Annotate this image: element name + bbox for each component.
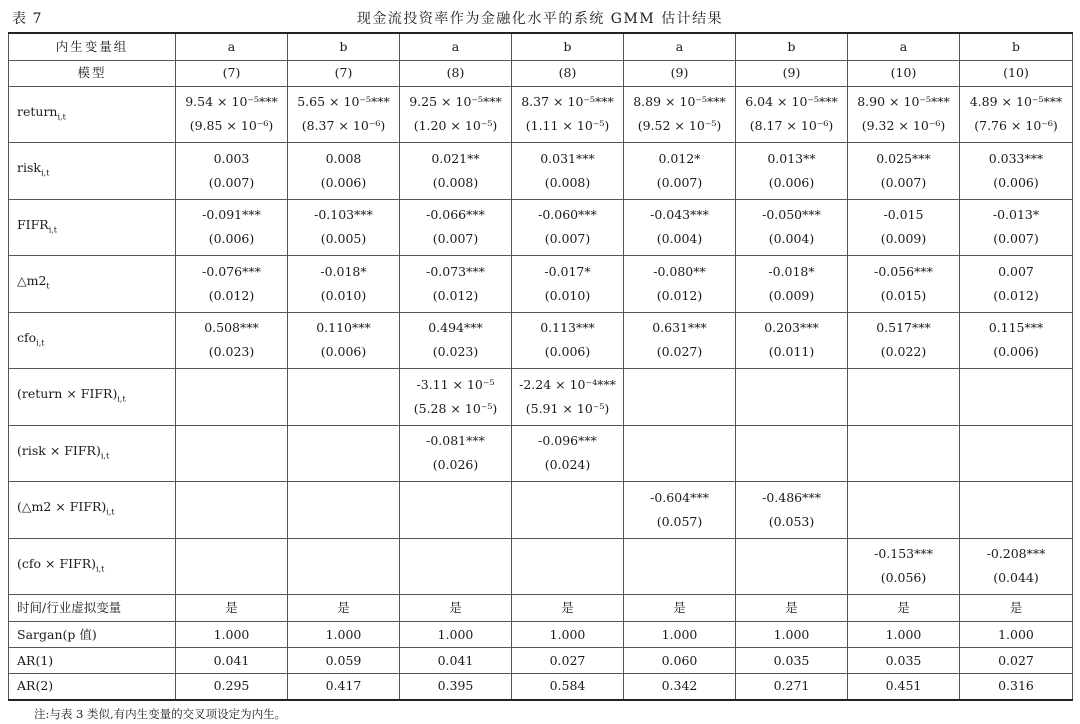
- variable-subscript: t: [46, 281, 50, 291]
- standard-error: (0.023): [432, 344, 479, 360]
- statistic-value: 0.271: [736, 674, 848, 700]
- standard-error: (0.007): [432, 231, 479, 247]
- estimate-cell: [624, 312, 736, 369]
- coefficient: -0.208***: [986, 546, 1046, 562]
- coefficient: 0.007: [998, 263, 1034, 279]
- estimate-cell: [288, 369, 400, 426]
- variable-name: risk: [17, 160, 41, 175]
- standard-error: (0.024): [544, 457, 591, 473]
- estimate-cell: [512, 312, 624, 369]
- estimate-cell: [176, 312, 288, 369]
- estimate-cell: [176, 143, 288, 200]
- estimate-cell: [288, 538, 400, 595]
- coefficient: -0.018*: [320, 263, 367, 279]
- standard-error: (0.006): [320, 344, 367, 360]
- coefficient: -0.018*: [768, 263, 815, 279]
- variable-subscript: i,t: [36, 338, 45, 347]
- header-model-row: [9, 60, 1073, 86]
- estimate-cell: [960, 86, 1073, 143]
- coefficient: -0.066***: [426, 207, 485, 223]
- estimate-cell: [512, 538, 624, 595]
- variable-label: [9, 199, 176, 256]
- coefficient: 9.25 × 10⁻⁵***: [409, 94, 502, 110]
- standard-error: (0.012): [432, 287, 479, 303]
- variable-label: [9, 482, 176, 539]
- coefficient: 0.110***: [316, 320, 371, 336]
- standard-error: (0.012): [208, 287, 255, 303]
- estimate-cell: [288, 312, 400, 369]
- estimate-cell: [624, 482, 736, 539]
- estimate-cell: [400, 538, 512, 595]
- standard-error: (0.010): [544, 287, 591, 303]
- standard-error: (0.006): [208, 231, 255, 247]
- coefficient: -0.017*: [544, 263, 591, 279]
- standard-error: (8.37 × 10⁻⁶): [301, 118, 386, 134]
- variable-name: return: [17, 103, 58, 119]
- standard-error: (0.023): [208, 344, 255, 360]
- variable-subscript: i,t: [40, 168, 50, 178]
- statistic-label: AR(2): [9, 674, 176, 700]
- standard-error: (0.007): [993, 231, 1039, 247]
- estimate-cell: [624, 256, 736, 313]
- group-cell: a: [176, 33, 288, 60]
- estimate-cell: [736, 256, 848, 313]
- variable-name: (cfo × FIFR): [17, 555, 97, 571]
- variable-row: [9, 538, 1073, 595]
- regression-table: [8, 32, 1073, 701]
- statistic-value: 1.000: [400, 622, 512, 648]
- statistic-value: 1.000: [624, 622, 736, 648]
- variable-label: [9, 538, 176, 595]
- estimate-cell: [960, 312, 1073, 369]
- variable-row: [9, 86, 1073, 143]
- variable-subscript: i,t: [96, 564, 105, 573]
- coefficient: -2.24 × 10⁻⁴***: [519, 376, 616, 392]
- variable-row: [9, 199, 1073, 256]
- model-cell: (10): [960, 60, 1073, 86]
- group-cell: a: [624, 33, 736, 60]
- coefficient: -0.073***: [426, 263, 485, 279]
- statistic-value: 0.027: [512, 648, 624, 674]
- coefficient: -0.091***: [202, 207, 261, 223]
- standard-error: (0.009): [768, 287, 815, 303]
- estimate-cell: [288, 482, 400, 539]
- statistic-value: 1.000: [960, 622, 1073, 648]
- statistic-row: [9, 674, 1073, 700]
- table-label: 表 7: [12, 11, 43, 27]
- variable-subscript: i,t: [117, 394, 126, 404]
- variable-name: △m2: [17, 273, 47, 288]
- estimate-cell: [960, 482, 1073, 539]
- standard-error: (0.057): [656, 513, 703, 529]
- variable-label: [9, 86, 176, 143]
- coefficient: 8.89 × 10⁻⁵***: [633, 94, 726, 110]
- standard-error: (0.004): [768, 231, 815, 247]
- estimate-cell: [512, 425, 624, 482]
- estimate-cell: [512, 256, 624, 313]
- estimate-cell: [624, 425, 736, 482]
- estimate-cell: [960, 199, 1073, 256]
- estimate-cell: [400, 86, 512, 143]
- variable-row: [9, 143, 1073, 200]
- statistic-value: 0.027: [960, 648, 1073, 674]
- variable-subscript: i,t: [57, 112, 66, 121]
- coefficient: 8.90 × 10⁻⁵***: [857, 94, 950, 110]
- estimate-cell: [848, 538, 960, 595]
- coefficient: 0.631***: [652, 320, 707, 336]
- statistic-value: 0.451: [848, 674, 960, 700]
- standard-error: (0.008): [432, 174, 479, 190]
- estimate-cell: [176, 256, 288, 313]
- variable-row: [9, 312, 1073, 369]
- variable-row: [9, 482, 1073, 539]
- statistic-value: 0.035: [848, 648, 960, 674]
- estimate-cell: [288, 425, 400, 482]
- statistic-value: 0.395: [400, 674, 512, 700]
- statistic-label: AR(1): [9, 648, 176, 674]
- standard-error: (5.91 × 10⁻⁵): [525, 400, 610, 416]
- estimate-cell: [848, 256, 960, 313]
- coefficient: 0.012*: [658, 150, 701, 166]
- coefficient: 6.04 × 10⁻⁵***: [745, 94, 838, 110]
- standard-error: (0.006): [993, 344, 1039, 360]
- estimate-cell: [736, 143, 848, 200]
- standard-error: (0.007): [544, 231, 591, 247]
- coefficient: 0.203***: [764, 320, 819, 336]
- standard-error: (0.012): [656, 287, 703, 303]
- table-footnote: 注:与表 3 类似,有内生变量的交叉项设定为内生。: [34, 707, 287, 721]
- statistic-value: 0.035: [736, 648, 848, 674]
- estimate-cell: [512, 482, 624, 539]
- estimate-cell: [288, 256, 400, 313]
- group-cell: b: [512, 33, 624, 60]
- coefficient: -0.080**: [653, 263, 706, 279]
- variable-label: [9, 369, 176, 426]
- statistic-value: 1.000: [176, 622, 288, 648]
- estimate-cell: [624, 199, 736, 256]
- statistic-value: 0.584: [512, 674, 624, 700]
- estimate-cell: [624, 369, 736, 426]
- statistic-value: 是: [400, 595, 512, 622]
- estimate-cell: [848, 143, 960, 200]
- standard-error: (9.52 × 10⁻⁵): [637, 118, 722, 134]
- estimate-cell: [960, 256, 1073, 313]
- statistic-row: [9, 595, 1073, 622]
- estimate-cell: [400, 199, 512, 256]
- standard-error: (1.20 × 10⁻⁵): [413, 118, 498, 134]
- estimate-cell: [960, 369, 1073, 426]
- standard-error: (0.027): [656, 344, 703, 360]
- coefficient: 0.013**: [767, 150, 816, 166]
- coefficient: 0.003: [213, 150, 250, 166]
- coefficient: 8.37 × 10⁻⁵***: [521, 94, 614, 110]
- variable-row: [9, 369, 1073, 426]
- standard-error: (5.28 × 10⁻⁵): [413, 400, 498, 416]
- statistic-value: 1.000: [512, 622, 624, 648]
- standard-error: (0.022): [880, 344, 927, 360]
- standard-error: (0.015): [880, 287, 927, 303]
- estimate-cell: [960, 143, 1073, 200]
- coefficient: -3.11 × 10⁻⁵: [416, 376, 495, 392]
- standard-error: (0.044): [993, 570, 1039, 586]
- standard-error: (0.053): [768, 513, 815, 529]
- estimate-cell: [400, 312, 512, 369]
- statistic-value: 0.417: [288, 674, 400, 700]
- estimate-cell: [176, 482, 288, 539]
- coefficient: -0.043***: [650, 207, 709, 223]
- estimate-cell: [848, 86, 960, 143]
- standard-error: (0.026): [432, 457, 479, 473]
- coefficient: 0.008: [325, 150, 362, 166]
- model-cell: (8): [512, 60, 624, 86]
- coefficient: 0.517***: [876, 320, 931, 336]
- variable-row: [9, 256, 1073, 313]
- standard-error: (0.012): [993, 287, 1039, 303]
- estimate-cell: [736, 369, 848, 426]
- coefficient: -0.056***: [874, 263, 933, 279]
- standard-error: (0.010): [320, 287, 367, 303]
- statistic-value: 0.295: [176, 674, 288, 700]
- standard-error: (0.007): [208, 174, 255, 190]
- estimate-cell: [848, 369, 960, 426]
- estimate-cell: [176, 199, 288, 256]
- estimate-cell: [848, 312, 960, 369]
- statistic-value: 1.000: [736, 622, 848, 648]
- estimate-cell: [176, 369, 288, 426]
- coefficient: -0.050***: [762, 207, 821, 223]
- estimate-cell: [176, 425, 288, 482]
- coefficient: 0.494***: [428, 320, 483, 336]
- standard-error: (0.056): [880, 570, 927, 586]
- statistic-value: 是: [848, 595, 960, 622]
- statistic-row: [9, 648, 1073, 674]
- statistic-value: 是: [960, 595, 1073, 622]
- coefficient: -0.013*: [992, 207, 1040, 223]
- group-cell: a: [848, 33, 960, 60]
- standard-error: (0.007): [656, 174, 703, 190]
- standard-error: (0.007): [880, 174, 927, 190]
- statistic-value: 是: [288, 595, 400, 622]
- table-body: [9, 33, 1073, 700]
- estimate-cell: [848, 425, 960, 482]
- estimate-cell: [400, 256, 512, 313]
- standard-error: (0.006): [768, 174, 815, 190]
- statistic-value: 是: [512, 595, 624, 622]
- variable-label: [9, 312, 176, 369]
- group-label-cell: 内生变量组: [9, 33, 176, 60]
- estimate-cell: [736, 425, 848, 482]
- estimate-cell: [512, 369, 624, 426]
- estimate-cell: [400, 425, 512, 482]
- standard-error: (0.008): [544, 174, 591, 190]
- statistic-label: 时间/行业虚拟变量: [9, 595, 176, 622]
- table-caption: [8, 4, 1072, 30]
- coefficient: -0.103***: [314, 207, 373, 223]
- standard-error: (8.17 × 10⁻⁶): [749, 118, 834, 134]
- estimate-cell: [512, 86, 624, 143]
- standard-error: (7.76 × 10⁻⁶): [974, 118, 1058, 134]
- statistic-value: 0.316: [960, 674, 1073, 700]
- estimate-cell: [512, 143, 624, 200]
- model-cell: (7): [288, 60, 400, 86]
- coefficient: 0.113***: [540, 320, 595, 336]
- standard-error: (0.006): [320, 174, 367, 190]
- estimate-cell: [848, 482, 960, 539]
- variable-name: (return × FIFR): [17, 386, 118, 401]
- statistic-value: 1.000: [288, 622, 400, 648]
- estimate-cell: [736, 86, 848, 143]
- coefficient: 0.021**: [431, 150, 480, 166]
- coefficient: -0.081***: [426, 433, 485, 449]
- group-cell: b: [736, 33, 848, 60]
- coefficient: -0.486***: [762, 489, 821, 505]
- coefficient: 0.508***: [204, 320, 259, 336]
- coefficient: -0.604***: [650, 489, 709, 505]
- estimate-cell: [176, 538, 288, 595]
- estimate-cell: [624, 538, 736, 595]
- model-cell: (9): [736, 60, 848, 86]
- estimate-cell: [400, 482, 512, 539]
- coefficient: -0.060***: [538, 207, 597, 223]
- estimate-cell: [288, 199, 400, 256]
- coefficient: -0.153***: [874, 546, 933, 562]
- estimate-cell: [512, 199, 624, 256]
- statistic-value: 0.059: [288, 648, 400, 674]
- standard-error: (0.004): [656, 231, 703, 247]
- coefficient: 0.115***: [988, 320, 1044, 336]
- estimate-cell: [736, 538, 848, 595]
- variable-name: cfo: [17, 329, 37, 345]
- header-group-row: [9, 33, 1073, 60]
- estimate-cell: [848, 199, 960, 256]
- coefficient: 0.025***: [876, 150, 931, 166]
- table-title: 现金流投资率作为金融化水平的系统 GMM 估计结果: [356, 11, 724, 27]
- coefficient: 5.65 × 10⁻⁵***: [297, 94, 390, 110]
- estimate-cell: [176, 86, 288, 143]
- group-cell: a: [400, 33, 512, 60]
- model-cell: (9): [624, 60, 736, 86]
- standard-error: (0.006): [544, 344, 591, 360]
- estimate-cell: [960, 538, 1073, 595]
- statistic-value: 是: [624, 595, 736, 622]
- model-cell: (8): [400, 60, 512, 86]
- standard-error: (9.85 × 10⁻⁶): [189, 118, 274, 134]
- model-cell: (7): [176, 60, 288, 86]
- coefficient: -0.096***: [538, 433, 597, 449]
- statistic-value: 0.342: [624, 674, 736, 700]
- coefficient: 0.031***: [540, 150, 595, 166]
- standard-error: (0.009): [880, 231, 927, 247]
- standard-error: (0.006): [993, 174, 1039, 190]
- coefficient: -0.015: [883, 207, 924, 223]
- coefficient: 9.54 × 10⁻⁵***: [185, 94, 278, 110]
- estimate-cell: [736, 312, 848, 369]
- estimate-cell: [288, 86, 400, 143]
- estimate-cell: [736, 482, 848, 539]
- variable-label: [9, 425, 176, 482]
- variable-subscript: i,t: [100, 451, 110, 460]
- group-cell: b: [288, 33, 400, 60]
- estimate-cell: [400, 369, 512, 426]
- standard-error: (0.005): [320, 231, 367, 247]
- variable-label: [9, 143, 176, 200]
- variable-subscript: i,t: [106, 507, 115, 517]
- estimate-cell: [400, 143, 512, 200]
- variable-name: FIFR: [17, 216, 49, 232]
- statistic-value: 是: [736, 595, 848, 622]
- coefficient: 4.89 × 10⁻⁵***: [969, 94, 1063, 110]
- estimate-cell: [960, 425, 1073, 482]
- statistic-value: 0.041: [176, 648, 288, 674]
- estimate-cell: [736, 199, 848, 256]
- standard-error: (0.011): [768, 344, 815, 360]
- variable-subscript: i,t: [48, 225, 58, 234]
- group-cell: b: [960, 33, 1073, 60]
- estimate-cell: [288, 143, 400, 200]
- model-label-cell: 模型: [9, 60, 176, 86]
- statistic-row: [9, 622, 1073, 648]
- statistic-value: 0.060: [624, 648, 736, 674]
- estimate-cell: [624, 143, 736, 200]
- variable-name: (risk × FIFR): [17, 442, 101, 458]
- standard-error: (9.32 × 10⁻⁶): [861, 118, 946, 134]
- coefficient: -0.076***: [202, 263, 261, 279]
- variable-row: [9, 425, 1073, 482]
- statistic-value: 1.000: [848, 622, 960, 648]
- variable-label: [9, 256, 176, 313]
- coefficient: 0.033***: [988, 150, 1044, 166]
- statistic-label: Sargan(p 值): [9, 622, 176, 648]
- statistic-value: 0.041: [400, 648, 512, 674]
- standard-error: (1.11 × 10⁻⁵): [525, 118, 610, 134]
- model-cell: (10): [848, 60, 960, 86]
- statistic-value: 是: [176, 595, 288, 622]
- estimate-cell: [624, 86, 736, 143]
- variable-name: (△m2 × FIFR): [17, 499, 107, 514]
